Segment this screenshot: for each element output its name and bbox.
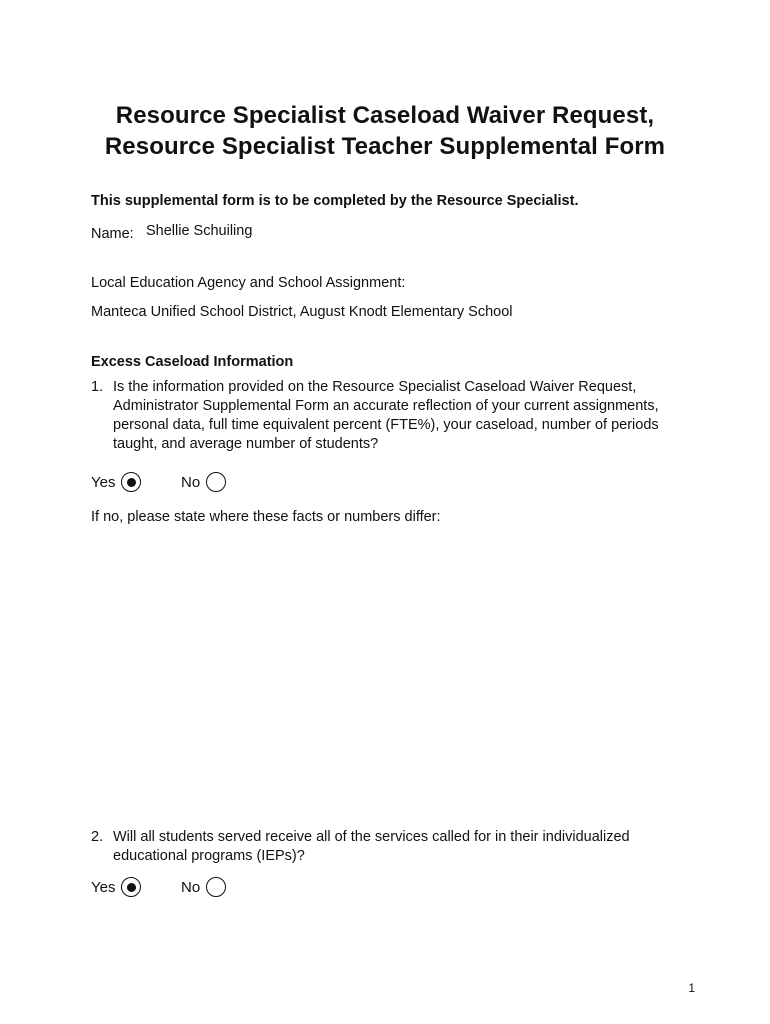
form-title-line-2: Resource Specialist Teacher Supplemental Form <box>104 133 666 160</box>
section-heading: Excess Caseload Information <box>91 354 294 370</box>
question-1-no-option[interactable] <box>181 470 226 496</box>
question-1-yes-label: Yes <box>91 474 116 491</box>
name-label: Name: <box>91 226 134 242</box>
assignment-field[interactable]: Manteca Unified School District, August Knodt Elementary School <box>91 304 513 320</box>
question-2-no-label: No <box>181 879 201 896</box>
question-2-yes-radio[interactable] <box>121 877 141 897</box>
form-title-line-1: Resource Specialist Caseload Waiver Request, <box>115 102 655 129</box>
question-2-number: 2. <box>91 829 104 845</box>
name-field[interactable]: Shellie Schuiling <box>146 223 253 239</box>
question-1-followup: If no, please state where these facts or numbers differ: <box>91 509 441 525</box>
question-1-number: 1. <box>91 379 104 395</box>
page-number: 1 <box>688 981 695 995</box>
question-2-radio-group <box>91 875 291 901</box>
question-2 <box>91 828 701 866</box>
question-2-no-option[interactable] <box>181 875 226 901</box>
question-1-yes-radio[interactable] <box>121 472 141 492</box>
question-1-yes-option[interactable] <box>91 470 141 496</box>
question-1-text: Is the information provided on the Resource Specialist Caseload Waiver Request, Administrator Supplemental Form an accurate reflection of your current assignments, personal data, full time equivalent percent (FTE%), your caseload, number of periods taught, and average number of students? <box>113 379 659 452</box>
question-1-radio-group <box>91 470 291 496</box>
question-2-yes-option[interactable] <box>91 875 141 901</box>
question-1-no-label: No <box>181 474 201 491</box>
question-2-text: Will all students served receive all of the services called for in their individualized educational programs (IEPs)? <box>113 829 630 864</box>
question-2-no-radio[interactable] <box>206 877 226 897</box>
question-1-response-area[interactable] <box>91 535 691 815</box>
instruction-text: This supplemental form is to be completed by the Resource Specialist. <box>91 193 579 209</box>
question-1 <box>91 378 701 454</box>
question-1-no-radio[interactable] <box>206 472 226 492</box>
question-2-yes-label: Yes <box>91 879 116 896</box>
assignment-label: Local Education Agency and School Assignment: <box>91 275 406 291</box>
